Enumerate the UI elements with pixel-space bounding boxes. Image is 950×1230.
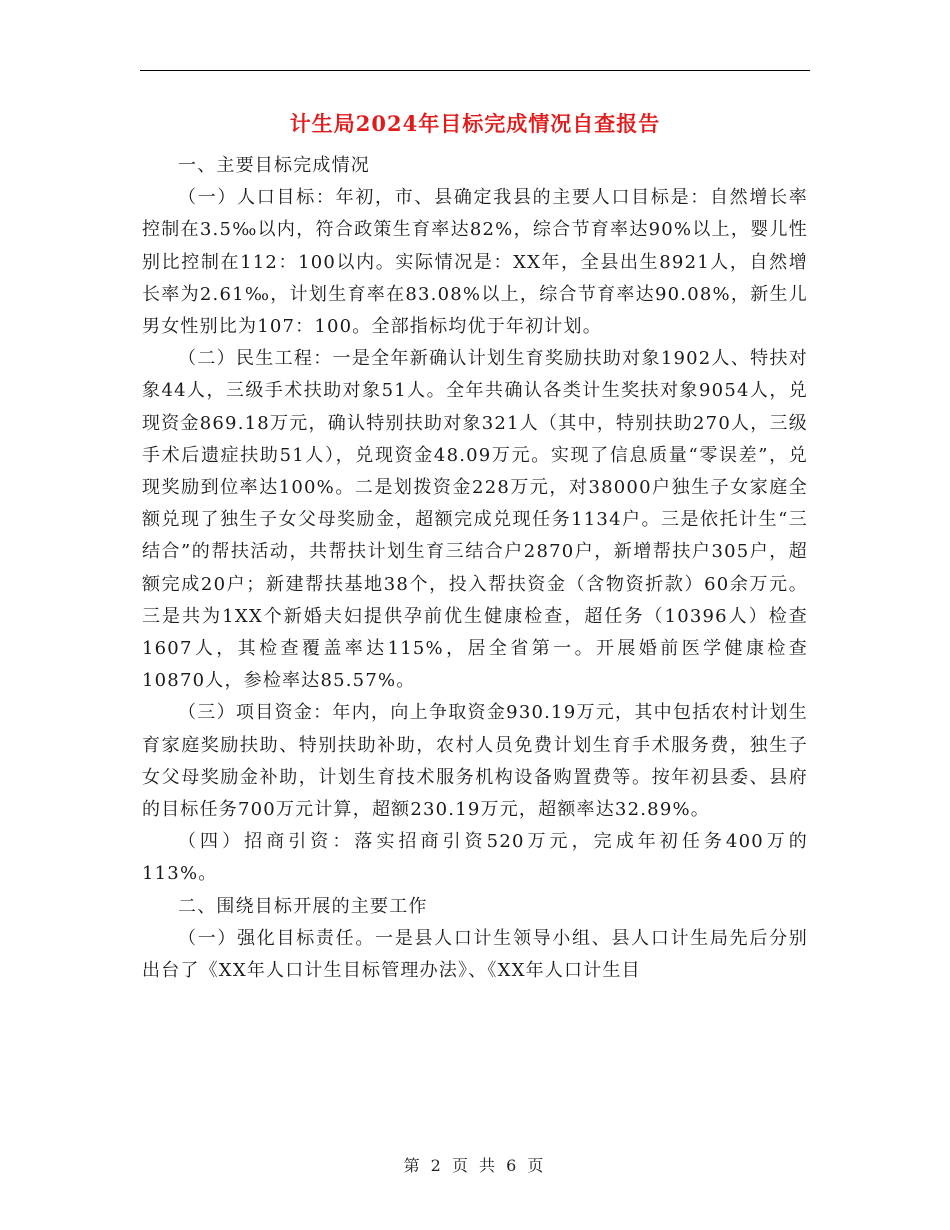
section-heading-2: 二、围绕目标开展的主要工作 xyxy=(178,895,428,917)
document-title: 计生局2024年目标完成情况自查报告 xyxy=(289,111,661,136)
section-heading-1: 一、主要目标完成情况 xyxy=(178,155,370,176)
document-body xyxy=(142,150,808,987)
paragraph-livelihood-project: （二）民生工程：一是全年新确认计划生育奖励扶助对象1902人、特扶对象44人，三级手术扶助对象51人。全年共确认各类计生奖扶对象9054人，兑现资金869.18万元，确认特别扶助对象321人（其中，特别扶助270人，三级手术后遗症扶助51人），兑现资金48.09万元。实现了信息质量“零误差”，兑现奖励到位率达100%。二是划拨资金228万元，对38000户独生子女家庭全额兑现了独生子女父母奖励金，超额完成兑现任务1134户。三是依托计生“三结合”的帮扶活动，共帮扶计划生育三结合户2870户，新增帮扶户305户，超额完成20户；新建帮扶基地38个，投入帮扶资金（含物资折款）60余万元。三是共为1XX个新婚夫妇提供孕前优生健康检查，超任务（10396人）检查1607人，其检查覆盖率达115%，居全省第一。开展婚前医学健康检查10870人，参检率达85.57%。 xyxy=(142,348,808,692)
header-rule xyxy=(140,70,810,71)
paragraph-investment: （四）招商引资：落实招商引资520万元，完成年初任务400万的113%。 xyxy=(142,831,808,885)
paragraph-population-target: （一）人口目标：年初，市、县确定我县的主要人口目标是：自然增长率控制在3.5‰以内，符合政策生育率达82%，综合节育率达90%以上，婴儿性别比控制在112：100以内。实际情况是：XX年，全县出生8921人，自然增长率为2.61‰，计划生育率在83.08%以上，综合节育率达90.08%，新生儿男女性别比为107：100。全部指标均优于年初计划。 xyxy=(142,187,808,338)
page-footer: 第 2 页 共 6 页 xyxy=(403,1156,547,1175)
paragraph-project-funds: （三）项目资金：年内，向上争取资金930.19万元，其中包括农村计划生育家庭奖励扶助、特别扶助补助，农村人员免费计划生育手术服务费，独生子女父母奖励金补助，计划生育技术服务机构设备购置费等。按年初县委、县府的目标任务700万元计算，超额230.19万元，超额率达32.89%。 xyxy=(142,702,808,821)
paragraph-responsibility: （一）强化目标责任。一是县人口计生领导小组、县人口计生局先后分别出台了《XX年人口计生目标管理办法》、《XX年人口计生目 xyxy=(142,927,808,982)
